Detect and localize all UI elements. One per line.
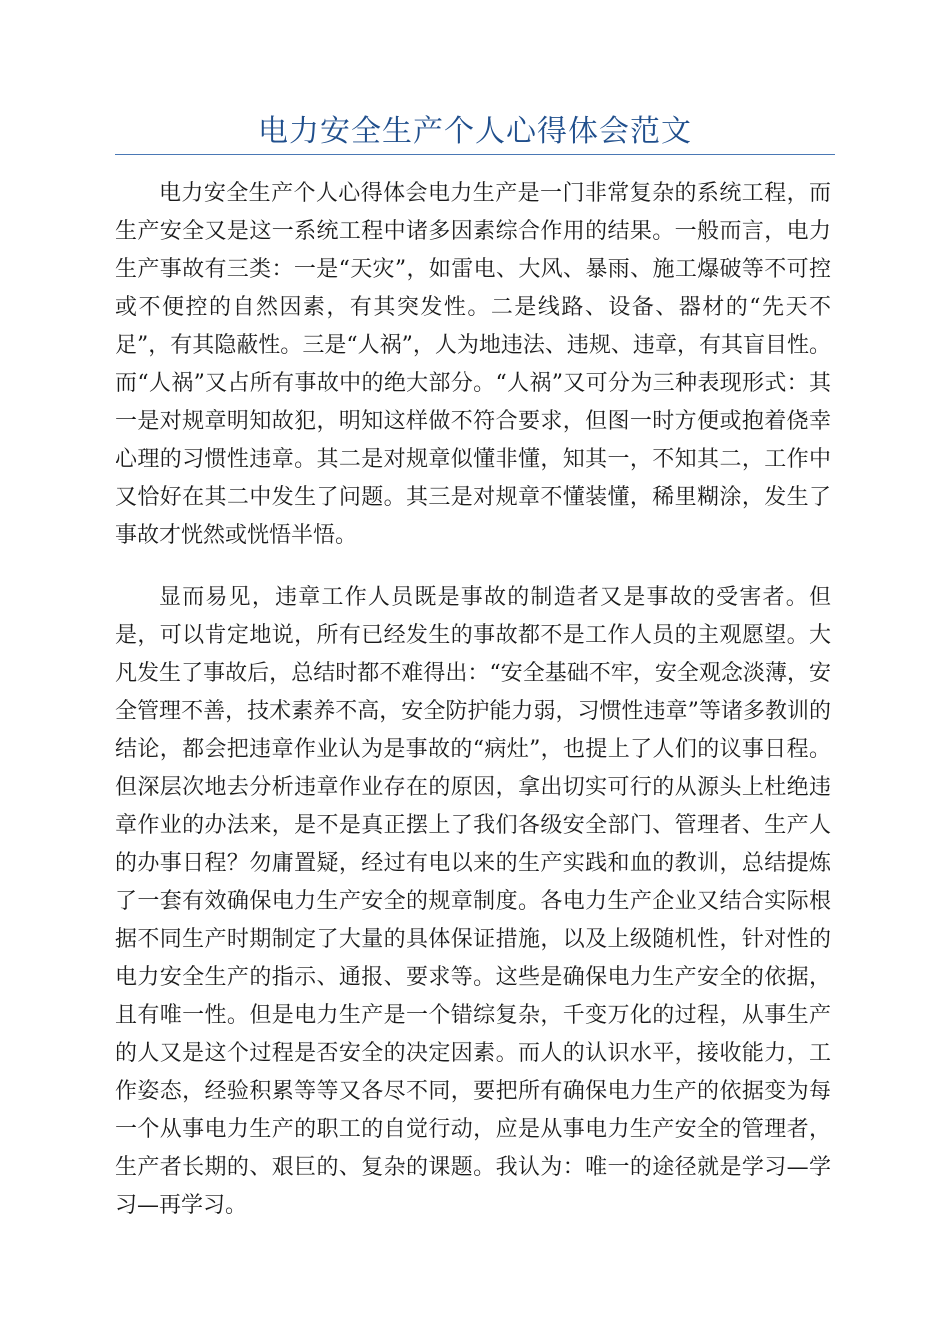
document-body — [115, 175, 831, 1225]
paragraph-1: 电力安全生产个人心得体会电力生产是一门非常复杂的系统工程，而生产安全又是这一系统工程中诸多因素综合作用的结果。一般而言，电力生产事故有三类：一是“天灾”，如雷电、大风、暴雨、施工爆破等不可控或不便控的自然因素，有其突发性。二是线路、设备、器材的“先天不足”，有其隐蔽性。三是“人祸”，人为地违法、违规、违章，有其盲目性。而“人祸”又占所有事故中的绝大部分。“人祸”又可分为三种表现形式：其一是对规章明知故犯，明知这样做不符合要求，但图一时方便或抱着侥幸心理的习惯性违章。其二是对规章似懂非懂，知其一，不知其二，工作中又恰好在其二中发生了问题。其三是对规章不懂装懂，稀里糊涂，发生了事故才恍然或恍悟半悟。 — [115, 181, 831, 548]
title-underline — [115, 154, 835, 155]
document-title: 电力安全生产个人心得体会范文 — [258, 114, 692, 149]
paragraph-2: 显而易见，违章工作人员既是事故的制造者又是事故的受害者。但是，可以肯定地说，所有已经发生的事故都不是工作人员的主观愿望。大凡发生了事故后，总结时都不难得出：“安全基础不牢，安全观念淡薄，安全管理不善，技术素养不高，安全防护能力弱，习惯性违章”等诸多教训的结论，都会把违章作业认为是事故的“病灶”，也提上了人们的议事日程。但深层次地去分析违章作业存在的原因，拿出切实可行的从源头上杜绝违章作业的办法来，是不是真正摆上了我们各级安全部门、管理者、生产人的办事日程？勿庸置疑，经过有电以来的生产实践和血的教训，总结提炼了一套有效确保电力生产安全的规章制度。各电力生产企业又结合实际根据不同生产时期制定了大量的具体保证措施，以及上级随机性，针对性的电力安全生产的指示、通报、要求等。这些是确保电力生产安全的依据，且有唯一性。但是电力生产是一个错综复杂，千变万化的过程，从事生产的人又是这个过程是否安全的决定因素。而人的认识水平，接收能力，工作姿态，经验积累等等又各尽不同，要把所有确保电力生产的依据变为每一个从事电力生产的职工的自觉行动，应是从事电力生产安全的管理者，生产者长期的、艰巨的、复杂的课题。我认为：唯一的途径就是学习—学习—再学习。 — [115, 585, 831, 1218]
